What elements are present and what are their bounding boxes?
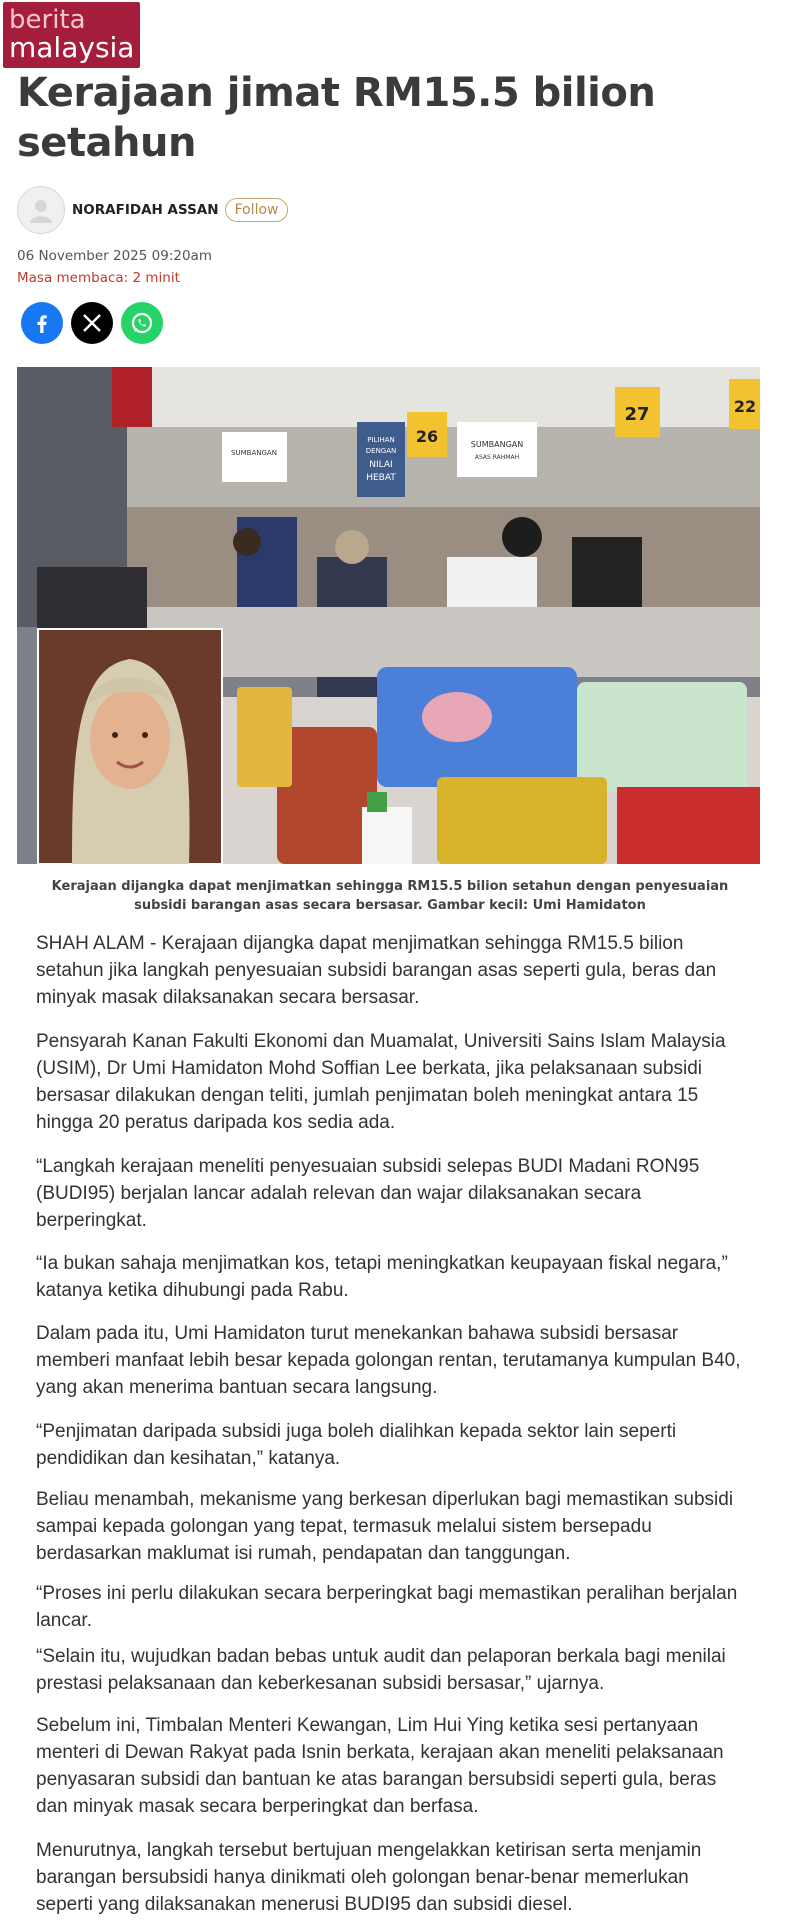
sign-text-2: DENGAN (365, 447, 397, 455)
share-bar (21, 302, 163, 344)
banner-sub-text: ASAS RAHMAH (474, 454, 520, 461)
sign-text-1: PILIHAN (367, 436, 395, 444)
follow-button[interactable]: Follow (225, 198, 289, 222)
banner-text: SUMBANGAN (231, 449, 277, 457)
paragraph-4: “Ia bukan sahaja menjimatkan kos, tetapi meningkatkan keupayaan fiskal negara,” katanya ketika dihubungi pada Rabu. (36, 1253, 728, 1301)
lane-number-22: 22 (733, 397, 757, 416)
sign-text-4: HEBAT (366, 473, 396, 483)
photo-caption: Kerajaan dijangka dapat menjimatkan sehingga RM15.5 bilion setahun dengan penyesuaian subsidi barangan asas secara bersasar. Gambar kecil: Umi Hamidaton (51, 879, 729, 913)
author-row (17, 184, 288, 236)
lane-number-27: 27 (624, 404, 650, 425)
paragraph-5: Dalam pada itu, Umi Hamidaton turut menekankan bahawa subsidi bersasar memberi manfaat lebih besar kepada golongan rentan, terutamanya kumpulan B40, yang akan menerima bantuan secara langsung. (36, 1323, 741, 1398)
article-title: Kerajaan jimat RM15.5 bilion setahun (17, 70, 656, 166)
logo-line-1: berita (9, 5, 86, 35)
x-share-button[interactable] (71, 302, 113, 344)
banner-text-2: SUMBANGAN (470, 440, 524, 449)
paragraph-10: Sebelum ini, Timbalan Menteri Kewangan, Lim Hui Ying ketika sesi pertanyaan menteri di Dewan Rakyat pada Isnin berkata, kerajaan akan meneliti pelaksanaan penyasaran subsidi dan bantuan ke atas barangan bersubsidi seperti gula, beras dan minyak masak secara berperingkat dan berfasa. (36, 1715, 724, 1817)
paragraph-8: “Proses ini perlu dilakukan secara berperingkat bagi memastikan peralihan berjalan lancar. (36, 1583, 738, 1631)
whatsapp-share-button[interactable] (121, 302, 163, 344)
sign-text-3: NILAI (369, 460, 393, 470)
author-name[interactable]: NORAFIDAH ASSAN (72, 202, 219, 218)
paragraph-1: SHAH ALAM - Kerajaan dijangka dapat menjimatkan sehingga RM15.5 bilion setahun jika langkah penyesuaian subsidi barangan asas seperti gula, beras dan minyak masak dilaksanakan secara bersasar. (36, 933, 717, 1008)
read-time: Masa membaca: 2 minit (17, 270, 180, 286)
article-photo (17, 367, 760, 864)
lane-number-26: 26 (415, 427, 439, 446)
supermarket-illustration (17, 367, 760, 864)
paragraph-6: “Penjimatan daripada subsidi juga boleh dialihkan kepada sektor lain seperti pendidikan dan kesihatan,” katanya. (36, 1421, 677, 1469)
paragraph-3: “Langkah kerajaan meneliti penyesuaian subsidi selepas BUDI Madani RON95 (BUDI95) berjalan lancar adalah relevan dan wajar dilaksanakan secara berperingkat. (36, 1156, 700, 1231)
paragraph-7: Beliau menambah, mekanisme yang berkesan diperlukan bagi memastikan subsidi sampai kepada golongan yang tepat, termasuk melalui sistem bersepadu berdasarkan maklumat isi rumah, pendapatan dan tanggungan. (36, 1489, 734, 1564)
whatsapp-icon (129, 310, 155, 336)
paragraph-11: Menurutnya, langkah tersebut bertujuan mengelakkan ketirisan serta menjamin barangan bersubsidi hanya dinikmati oleh golongan benar-benar memerlukan seperti yang dilaksanakan menerusi BUDI95 dan subsidi diesel. (36, 1840, 702, 1915)
avatar[interactable] (17, 186, 65, 234)
paragraph-9: “Selain itu, wujudkan badan bebas untuk audit dan pelaporan berkala bagi menilai prestasi pelaksanaan dan keberkesanan subsidi bersasar,” ujarnya. (36, 1646, 726, 1694)
publish-date: 06 November 2025 09:20am (17, 248, 212, 264)
site-logo[interactable] (3, 2, 140, 68)
paragraph-2: Pensyarah Kanan Fakulti Ekonomi dan Muamalat, Universiti Sains Islam Malaysia (USIM), Dr Umi Hamidaton Mohd Soffian Lee berkata, jika pelaksanaan subsidi bersasar dilakukan dengan teliti, jumlah penjimatan boleh meningkat antara 15 hingga 20 peratus daripada kos sedia ada. (36, 1031, 726, 1133)
logo-line-2: malaysia (9, 31, 135, 64)
user-icon (26, 195, 56, 225)
x-icon (81, 312, 103, 334)
facebook-icon (30, 311, 54, 335)
facebook-share-button[interactable] (21, 302, 63, 344)
